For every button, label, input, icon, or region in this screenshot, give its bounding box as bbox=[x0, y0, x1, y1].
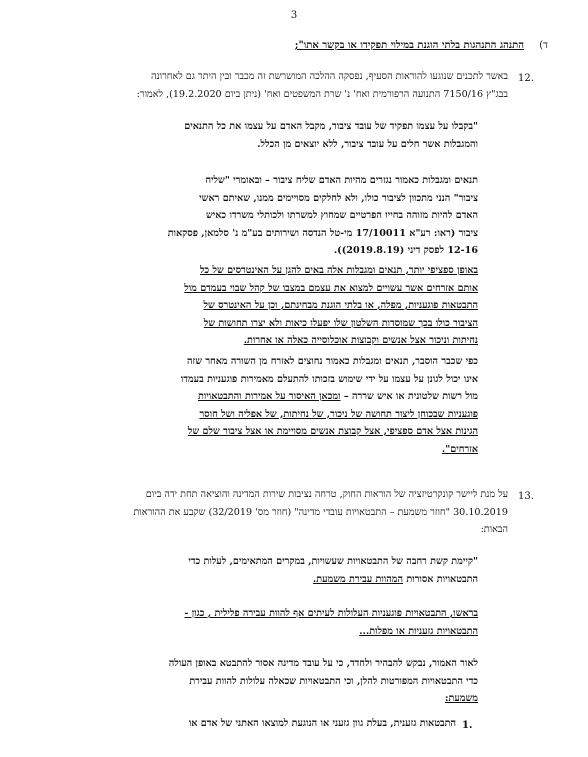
quote-1 bbox=[108, 118, 478, 153]
quote-line: אינו יכול לגונן על עצמו על ידי שימוש בזכותו להתעלם מאמירות פוגעניות בעמדו bbox=[180, 373, 478, 385]
item-12-paragraph bbox=[88, 68, 508, 103]
quote-line: הגינות אצל אדם ספציפי, אצל קבוצת אנשים מסויימת או אצל ציבור שלם של bbox=[187, 426, 478, 437]
item-13-number: 13. bbox=[518, 491, 534, 502]
quote-line: כפי שכבר הוסבר, תנאים ומגבלות כאמור נחוצים לאזרח מן השורה מאחר שזה bbox=[187, 356, 478, 367]
quote-line: האדם להיות מזוהה בחייו הפרטיים שמחוץ למשרתו ולכותלי משרדו כאיש bbox=[205, 210, 478, 221]
quote-line: התבטאויות גזעניות או מפלות... bbox=[359, 625, 478, 637]
quote-2 bbox=[108, 172, 478, 260]
quote-line: "בקבלו על עצמו תפקיד של עובד ציבור, מקבל האדם על עצמו את כל התנאים bbox=[184, 121, 478, 132]
quote-line: הציבור כולו בכך שמוסדות השלטון שלו יפעלו כיאות ולא יצרו תחושות של bbox=[203, 317, 478, 329]
quote-line: פוגעניות שבכוחן ליצור תחושה של ניכור, של נחיתות, של אפליה ושל חוסר bbox=[199, 408, 478, 420]
quote-4 bbox=[108, 353, 478, 458]
quote-line: התבטאות פוגעניות, מפלה, או בלתי הוגנת מבחינתם, וכן על האינטרס של bbox=[203, 300, 478, 311]
list-item-1-text: התבטאות גזענית, בעלת גוון גזעני או הנוגעת למוצאו האתני של אדם או bbox=[188, 718, 456, 729]
quote-line: 12-16 לפסק דיני (2019.8.19)). bbox=[333, 245, 478, 256]
list-item-1-number: 1. bbox=[462, 720, 473, 731]
item-13-line: על מנת ליישר קונקרטיזציה של הוראות החוק, טרחה נציבות שירות המדינה והוציאה תחת ידה ביום bbox=[145, 489, 508, 500]
quote-line: תנאים ומגבלות כאמור נגזרים מהיות האדם שליח ציבור – ובאומרי "שליח bbox=[205, 175, 478, 186]
quote-line: ציבור" הנני מתכוון לציבור כולו, ולא לחלקים מסויימים ממנו, שאיתם ראשי bbox=[199, 192, 478, 204]
item-13-line: הבאות: bbox=[480, 524, 508, 535]
quote-line: ציבור (ראו: רע"א 17/10011 מי-טל הנדסה ושירותים בע"מ נ' סלמאן, פסקאות bbox=[167, 227, 478, 239]
quote-line: משמעת: bbox=[445, 693, 478, 704]
item-12-line: באשר לתכנים שנוגעו להוראות הסעיף, נפסקה ההלכה המושרשת זה מכבר ובין היתר גם לאחרונה bbox=[151, 71, 508, 82]
item-13-line: 30.10.2019 "חוזר משמעת – התבטאויות עובדי מדינה" (חוזר מס' 32/2019) שקבע את ההוראות bbox=[133, 506, 508, 518]
quote-line: לאור האמור, נבקש להבהיר ולחדד, כי על עובד מדינה אסור להתבטא באופן העולה bbox=[168, 658, 478, 669]
quote-line: והמגבלות אשר חלים על עובד ציבור, ללא יוצאים מן הכלל. bbox=[257, 138, 478, 150]
quote-5 bbox=[108, 553, 478, 588]
section-d-letter: ד) bbox=[539, 40, 548, 51]
item-12-line: בבג"ץ 7150/16 התנועה הרפורמית ואח' נ' שרת המשפטים ואח' (ניתן ביום 19.2.2020), לאמור: bbox=[136, 88, 508, 100]
quote-7 bbox=[108, 655, 478, 708]
quote-line: אותם אזרחים אשר עשויים למצוא את עצמם במצבו של קהל שבוי בעמדם מול bbox=[184, 282, 478, 294]
quote-line-emphasis: המהוות עבירת משמעת. bbox=[312, 573, 403, 585]
quote-3 bbox=[108, 262, 478, 350]
quote-line: כדי התבטאויות המפורטות להלן, וכי התבטאויות שכאלה עלולות להוות עבירת bbox=[189, 675, 478, 687]
quote-line bbox=[108, 388, 478, 406]
quote-line-part: התבטאויות אסורות bbox=[406, 573, 478, 585]
quote-line: באופן ספציפי יותר, תנאים ומגבלות אלה באים להגן על האינטרסים של כל bbox=[199, 265, 478, 276]
item-12-number: 12. bbox=[518, 73, 534, 84]
page-number: 3 bbox=[290, 10, 298, 21]
quote-line: נחיתות וניכור אצל אנשים וקבוצות אוכלוסייה כאלה או אחרות. bbox=[243, 335, 478, 346]
quote-6 bbox=[108, 605, 478, 640]
quote-line-emphasis: ומכאן האיסור על אמירות והתבטאויות bbox=[197, 391, 341, 402]
quote-line bbox=[108, 571, 478, 589]
item-13-paragraph bbox=[88, 486, 508, 539]
quote-line: אזרחים". bbox=[441, 443, 478, 455]
quote-line: "קיימת קשת רחבה של התבטאויות שעשויות, במקרים המתאימים, לעלות כדי bbox=[188, 556, 478, 567]
quote-line: בראשו, התבטאויות פוגעניות העלולות לעיתים אף להוות עבירה פלילית , כגון - bbox=[184, 608, 478, 619]
section-d-heading: התנהג התנהגות בלתי הוגנת במילוי תפקידו או בקשר אתו"; bbox=[294, 40, 524, 51]
quote-line-part: מול רשות שלטונית או איש שררה – bbox=[343, 391, 478, 402]
